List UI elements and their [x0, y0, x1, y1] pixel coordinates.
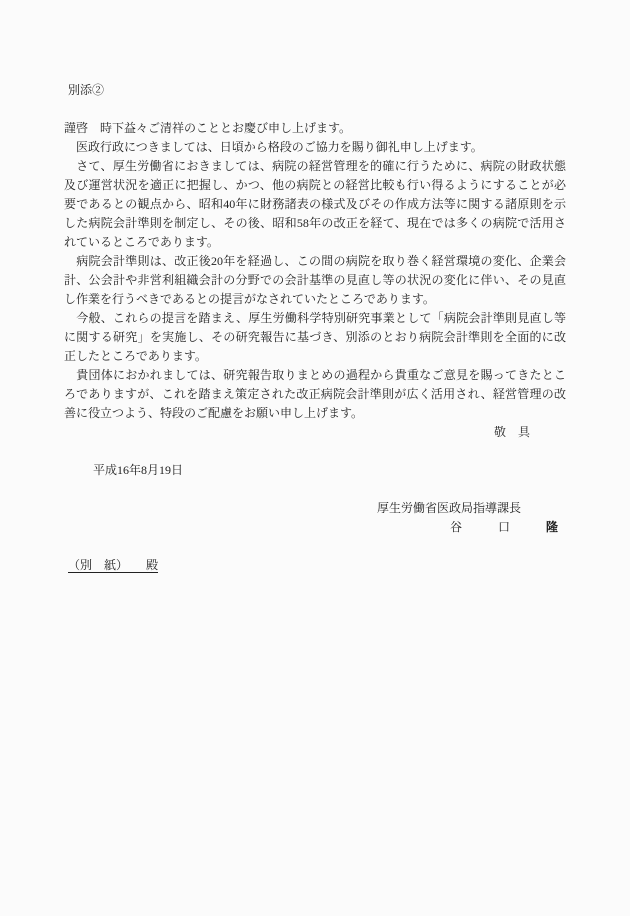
attachment-tag: 別添② — [68, 83, 105, 97]
body-line: 正したところであります。 — [64, 349, 207, 363]
sender-name-text: 谷 口 — [450, 520, 547, 534]
closing-word: 敬 具 — [493, 425, 530, 439]
body-line: 善に役立つよう、特段のご配慮をお願い申し上げます。 — [64, 406, 364, 420]
body-line: 計、公会計や非営利組織会計の分野での会計基準の見直し等の状況の変化に伴い、その見直 — [64, 273, 566, 287]
body-line: さて、厚生労働省におきましては、病院の経営管理を的確に行うために、病院の財政状態 — [64, 159, 566, 173]
letter-date: 平成16年8月19日 — [93, 463, 184, 477]
letter-content — [64, 81, 566, 575]
sender-name — [64, 518, 566, 537]
spacer-line — [64, 442, 566, 461]
sender-name-seal: 隆 — [546, 520, 559, 534]
recipient-text: （別 紙） 殿 — [68, 558, 159, 572]
body-line: し作業を行うべきであるとの提言がなされていたところであります。 — [64, 292, 435, 306]
recipient-line — [64, 556, 566, 575]
body-line: 及び運営状況を適正に把握し、かつ、他の病院との経営比較も行い得るようにすることが必 — [64, 178, 566, 192]
spacer-line — [64, 480, 566, 499]
body-line: 貴団体におかれましては、研究報告取りまとめの過程から貴重なご意見を賜ってきたとこ — [64, 368, 566, 382]
body-line: れているところであります。 — [64, 235, 219, 249]
spacer-line — [64, 100, 566, 119]
body-line: した病院会計準則を制定し、その後、昭和58年の改正を経て、現在では多くの病院で活用さ — [64, 216, 566, 230]
body-line: 要であるとの観点から、昭和40年に財務諸表の様式及びその作成方法等に関する諸原則を示 — [64, 197, 566, 211]
sender-title: 厚生労働省医政局指導課長 — [377, 501, 522, 515]
body-line: に関する研究」を実施し、その研究報告に基づき、別添のとおり病院会計準則を全面的に改 — [64, 330, 566, 344]
body-line: 医政行政につきましては、日頃から格段のご協力を賜り御礼申し上げます。 — [64, 140, 483, 154]
body-line: 病院会計準則は、改正後20年を経過し、この間の病院を取り巻く経営環境の変化、企業会 — [64, 254, 566, 268]
body-line: 謹啓 時下益々ご清祥のこととお慶び申し上げます。 — [64, 121, 352, 135]
spacer-line — [64, 537, 566, 556]
body-line: ろでありますが、これを踏まえ策定された改正病院会計準則が広く活用され、経営管理の改 — [64, 387, 566, 401]
body-line: 今般、これらの提言を踏まえ、厚生労働科学特別研究事業として「病院会計準則見直し等 — [64, 311, 566, 325]
